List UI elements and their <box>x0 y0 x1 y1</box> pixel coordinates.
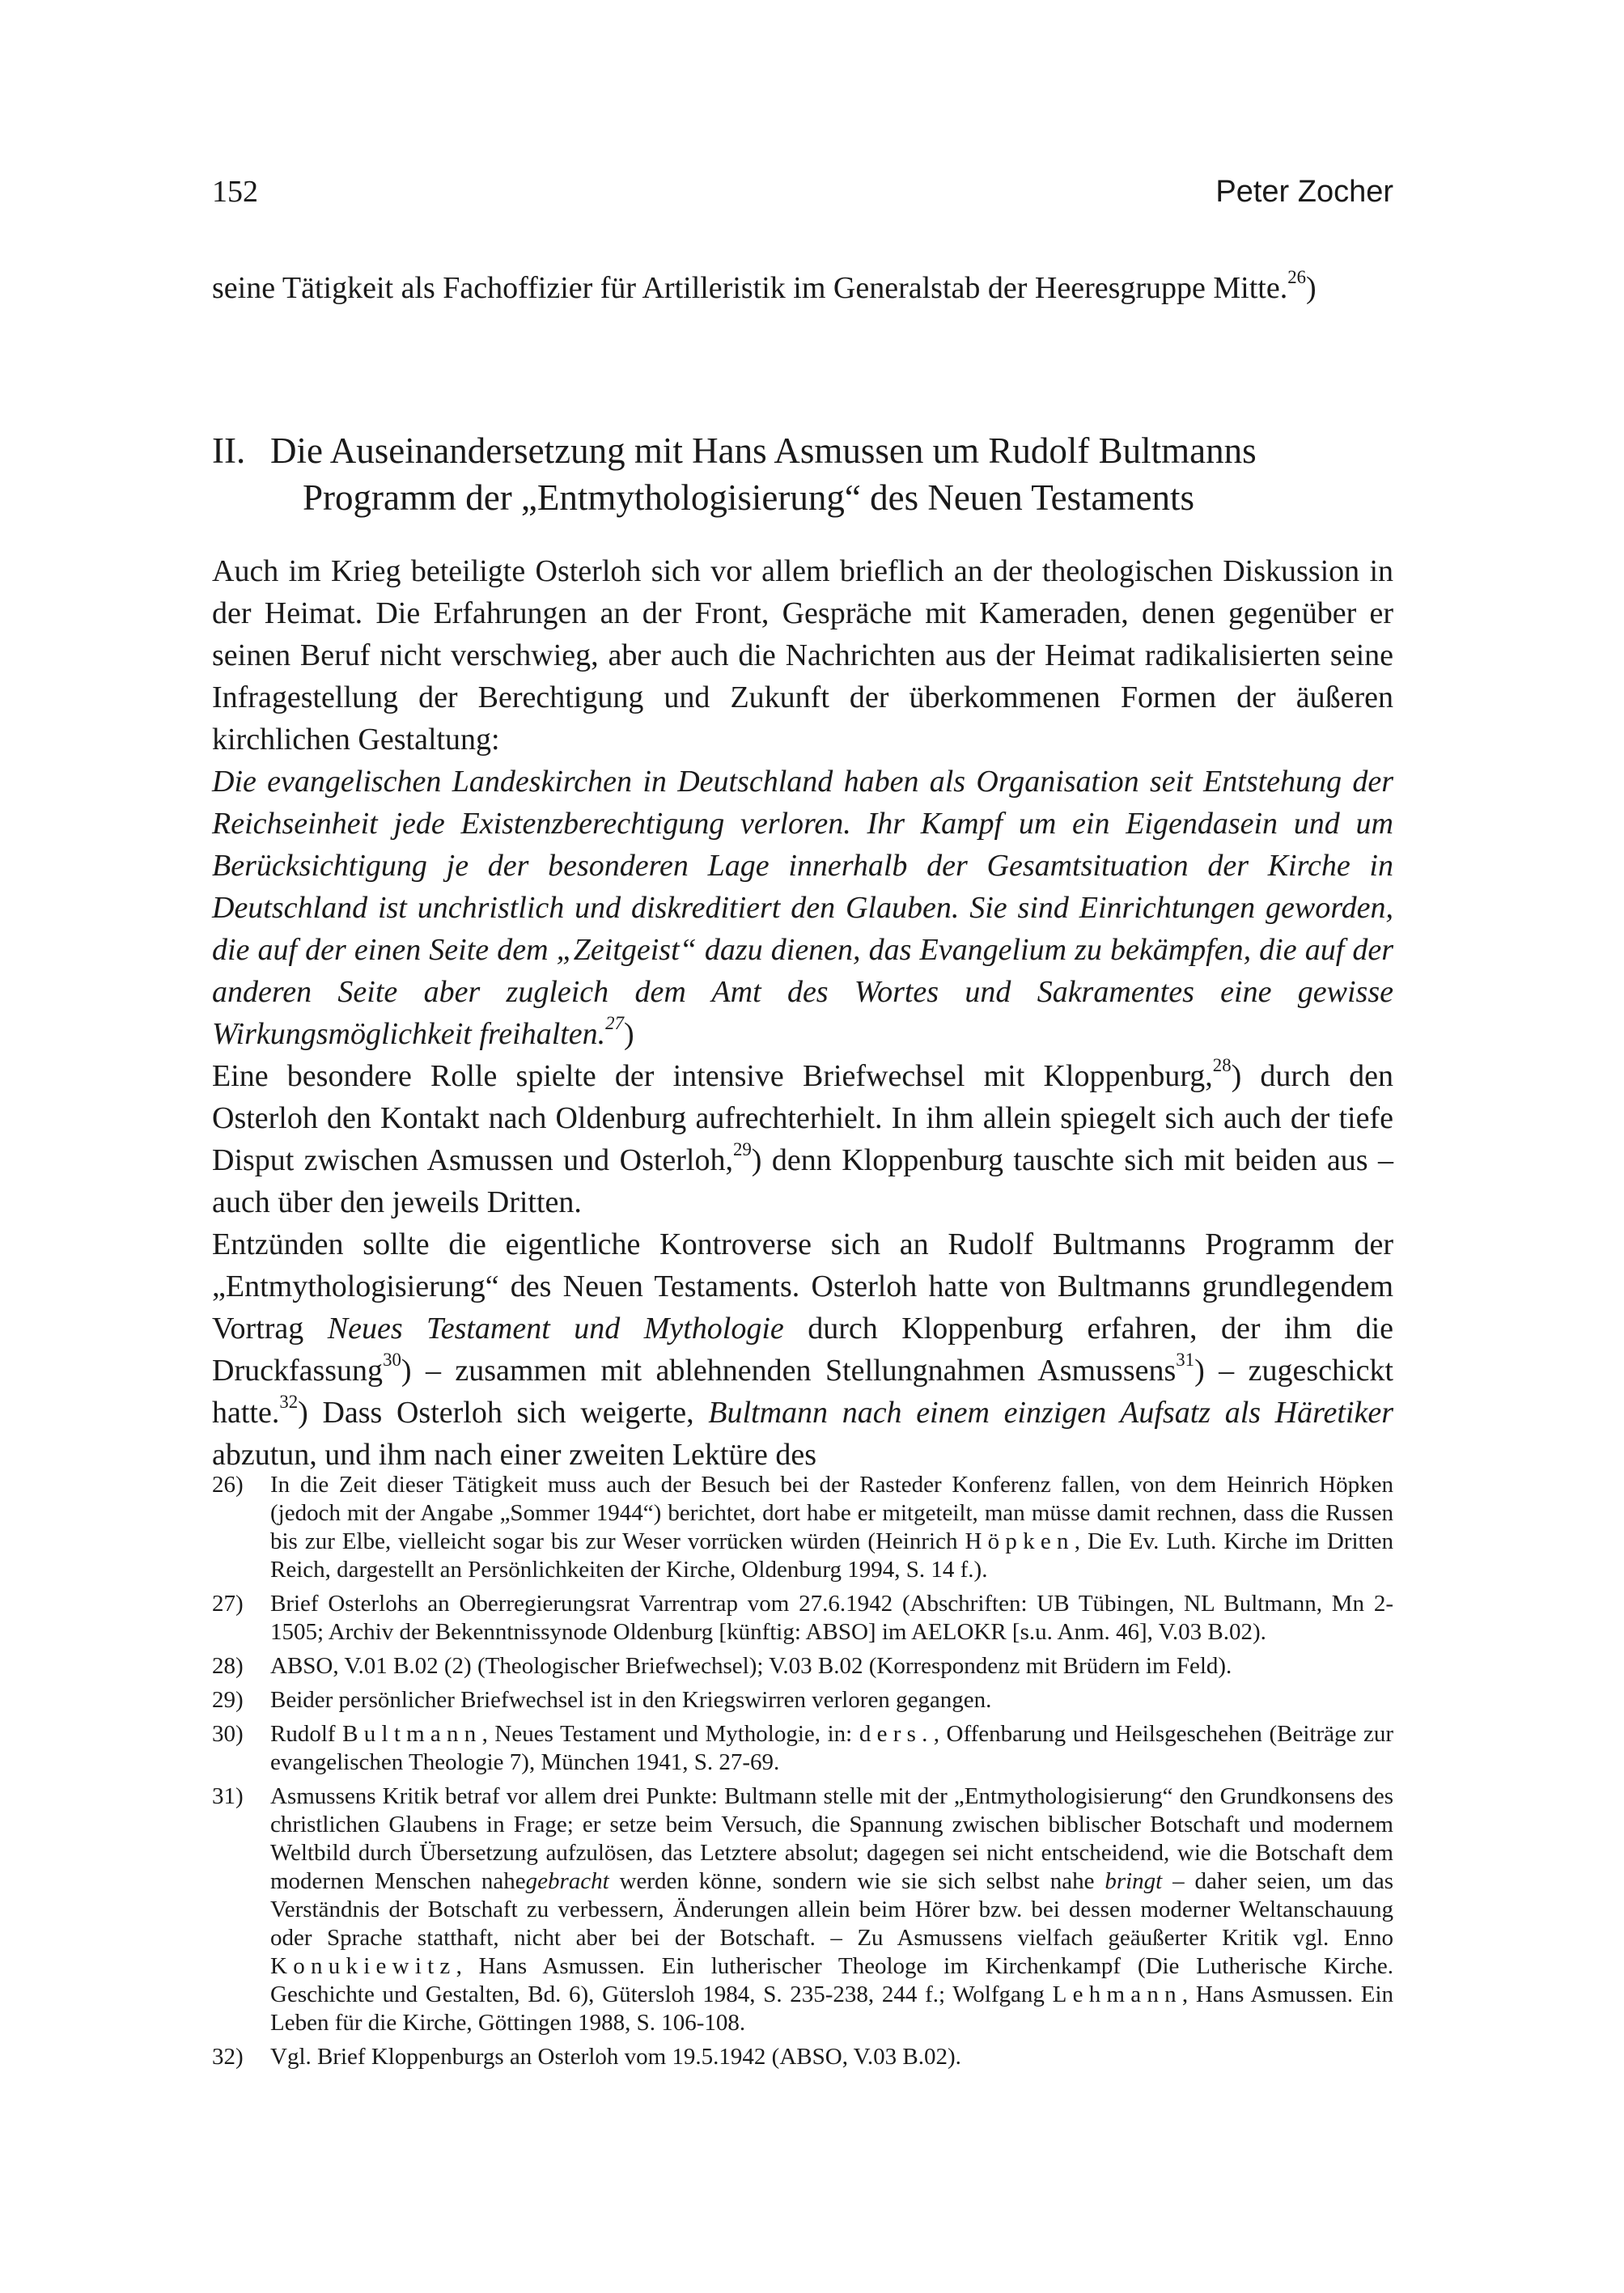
footnote-number: 28) <box>212 1653 244 1679</box>
section-number: II. <box>212 430 246 471</box>
page-header <box>212 172 1393 220</box>
intro-paragraph <box>212 267 1393 309</box>
footnote-ref-32[interactable]: 32 <box>279 1391 299 1412</box>
footnote-text: , Offenbarung und Heilsgeschehen (Beiträge zur evangelischen Theologie 7), München 1941, S. 27-69. <box>270 1721 1393 1775</box>
footnote-text: Vgl. Brief Kloppenburgs an Osterloh vom 19.5.1942 (ABSO, V.03 B.02). <box>270 2044 961 2070</box>
footnote-number: 29) <box>212 1687 244 1713</box>
footnote-31 <box>212 1782 1393 2037</box>
footnote-32 <box>212 2043 1393 2071</box>
section-heading <box>212 427 1393 521</box>
page-number: 152 <box>212 175 258 209</box>
footnote-number: 27) <box>212 1591 244 1617</box>
footnote-text: , Hans Asmussen. Ein lutherischer Theologe im Kirchenkampf (Die Lutherische Kirche. Geschichte und Gestalten, Bd. 6), Gütersloh 1984, S. 235-238, 244 f.; Wolfgang <box>270 1953 1393 2007</box>
intro-close: ) <box>1306 271 1317 305</box>
footnote-number: 30) <box>212 1721 244 1747</box>
author-name: Bultmann <box>342 1721 482 1747</box>
footnote-text: Beider persönlicher Briefwechsel ist in den Kriegswirren verloren gegangen. <box>270 1687 992 1713</box>
italic-word: bringt <box>1105 1868 1163 1894</box>
footnote-27 <box>212 1590 1393 1647</box>
footnote-text: , Neues Testament und Mythologie, in: <box>481 1721 859 1747</box>
footnote-text: ABSO, V.01 B.02 (2) (Theologischer Briefwechsel); V.03 B.02 (Korrespondenz mit Brüdern im Feld). <box>270 1653 1232 1679</box>
p3-italic-quote: Bultmann nach einem einzigen Aufsatz als Häretiker <box>708 1396 1393 1430</box>
intro-text: seine Tätigkeit als Fachoffizier für Artilleristik im Generalstab der Heeresgruppe Mitte. <box>212 271 1288 305</box>
footnote-ref-30[interactable]: 30 <box>383 1349 401 1370</box>
body-paragraph-1: Auch im Krieg beteiligte Osterloh sich vor allem brieflich an der theologischen Diskussion in der Heimat. Die Erfahrungen an der Front, Gespräche mit Kameraden, denen gegenüber er seinen Beruf nicht verschwieg, aber auch die Nachrichten aus der Heimat radikalisierten seine Infragestellung der Berechtigung und Zukunft der überkommenen Formen der äußeren kirchlichen Gestaltung: <box>212 554 1393 757</box>
footnote-30 <box>212 1720 1393 1777</box>
body-paragraph-3 <box>212 1223 1393 1476</box>
footnote-number: 26) <box>212 1472 244 1498</box>
italic-word: gebracht <box>525 1868 609 1894</box>
footnote-ref-27[interactable]: 27 <box>605 1012 624 1033</box>
p3-part-a: Entzünden sollte die eigentliche Kontroverse sich an Rudolf Bultmanns Programm der „Entmythologisierung“ des Neuen Testaments. Osterloh hatte von Bultmanns grundlegendem Vortrag <box>212 1227 1393 1346</box>
footnote-26 <box>212 1471 1393 1584</box>
p2-part-c: ) denn Kloppenburg tauschte sich mit beiden aus – auch über den jeweils Dritten. <box>212 1143 1394 1219</box>
footnote-ref-26[interactable]: 26 <box>1287 266 1307 287</box>
footnotes <box>212 1471 1393 2077</box>
footnote-text: , Hans Asmussen. Ein Leben für die Kirche, Göttingen 1988, S. 106-108. <box>270 1981 1394 2036</box>
footnote-text: Asmussens Kritik betraf vor allem drei Punkte: Bultmann stelle mit der „Entmythologisierung“ den Grundkonsens des christlichen Glaubens in Frage; er setze beim Versuch, die Spannung zwischen biblischer Botschaft und modernem Weltbild durch Übersetzung aufzulösen, das Letztere absolut; dagegen sei nicht entscheidend, wie die Botschaft dem modernen Menschen nahe <box>270 1783 1393 1894</box>
footnote-28 <box>212 1652 1393 1681</box>
p3-part-e: ) Dass Osterloh sich weigerte, <box>298 1396 709 1430</box>
p3-part-c: ) – zusammen mit ablehnenden Stellungnahmen Asmussens <box>401 1354 1177 1388</box>
running-head: Peter Zocher <box>1215 175 1393 209</box>
section-title-line1: Die Auseinandersetzung mit Hans Asmussen um Rudolf Bultmanns <box>270 430 1257 471</box>
footnote-text: Brief Osterlohs an Oberregierungsrat Varrentrap vom 27.6.1942 (Abschriften: UB Tübingen, NL Bultmann, Mn 2-1505; Archiv der Bekenntnissynode Oldenburg [künftig: ABSO] im AELOKR [s.u. Anm. 46], V.03 B.02). <box>270 1591 1393 1645</box>
quote-close: ) <box>623 1017 634 1051</box>
main-body <box>212 550 1393 1476</box>
body-paragraph-2 <box>212 1055 1393 1223</box>
footnote-ref-28[interactable]: 28 <box>1212 1054 1232 1075</box>
p2-part-a: Eine besondere Rolle spielte der intensive Briefwechsel mit Kloppenburg, <box>212 1059 1213 1093</box>
footnote-number: 32) <box>212 2044 244 2070</box>
footnote-text: , Die Ev. Luth. Kirche im Dritten Reich, dargestellt an Persönlichkeiten der Kirche, Oldenburg 1994, S. 14 f.). <box>270 1528 1393 1583</box>
p2-part-b: ) durch den Osterloh den Kontakt nach Oldenburg aufrechterhielt. In ihm allein spiegelt sich auch der tiefe Disput zwischen Asmussen und Osterloh, <box>212 1059 1393 1177</box>
author-name: Höpken <box>965 1528 1075 1554</box>
footnote-text: – daher seien, um das Verständnis der Botschaft zu verbessern, Änderungen allein beim Hörer bzw. bei dessen moderner Weltanschauung oder Sprache statthaft, nicht aber bei der Botschaft. – Zu Asmussens vielfach geäußerter Kritik vgl. Enno <box>270 1868 1393 1951</box>
block-quote <box>212 761 1393 1055</box>
author-name: Lehmann <box>1052 1981 1182 2007</box>
ders-abbrev: ders. <box>859 1721 934 1747</box>
footnote-ref-31[interactable]: 31 <box>1176 1349 1195 1370</box>
footnote-text: In die Zeit dieser Tätigkeit muss auch der Besuch bei der Rasteder Konferenz fallen, von dem Heinrich Höpken (jedoch mit der Angabe „Sommer 1944“) berichtet, dort habe er mitgeteilt, man müsse damit rechnen, dass die Russen bis zur Elbe, vielleicht sogar bis zur Weser vorrücken würden (Heinrich <box>270 1472 1393 1554</box>
p3-part-b: durch Kloppenburg erfahren, der ihm die Druckfassung <box>212 1312 1393 1388</box>
p3-part-d: ) – zugeschickt hatte. <box>212 1354 1393 1430</box>
quote-text: Die evangelischen Landeskirchen in Deutschland haben als Organisation seit Entstehung der Reichseinheit jede Existenzberechtigung verloren. Ihr Kampf um ein Eigendasein und um Berücksichtigung je der besonderen Lage innerhalb der Gesamtsituation der Kirche in Deutschland ist unchristlich und diskreditiert den Glauben. Sie sind Einrichtungen geworden, die auf der einen Seite dem „Zeitgeist“ dazu dienen, das Evangelium zu bekämpfen, die auf der anderen Seite aber zugleich dem Amt des Wortes und Sakramentes eine gewisse Wirkungsmöglichkeit freihalten. <box>212 765 1393 1051</box>
section-title-line2: Programm der „Entmythologisierung“ des Neuen Testaments <box>303 477 1195 518</box>
p3-work-title: Neues Testament und Mythologie <box>327 1312 784 1346</box>
footnote-29 <box>212 1686 1393 1714</box>
footnote-number: 31) <box>212 1783 244 1809</box>
footnote-text: Rudolf <box>270 1721 343 1747</box>
footnote-ref-29[interactable]: 29 <box>733 1138 752 1159</box>
author-name: Konukiewitz <box>270 1953 456 1979</box>
footnote-text: werden könne, sondern wie sie sich selbst nahe <box>608 1868 1105 1894</box>
p3-part-f: abzutun, und ihm nach einer zweiten Lektüre des <box>212 1438 817 1472</box>
